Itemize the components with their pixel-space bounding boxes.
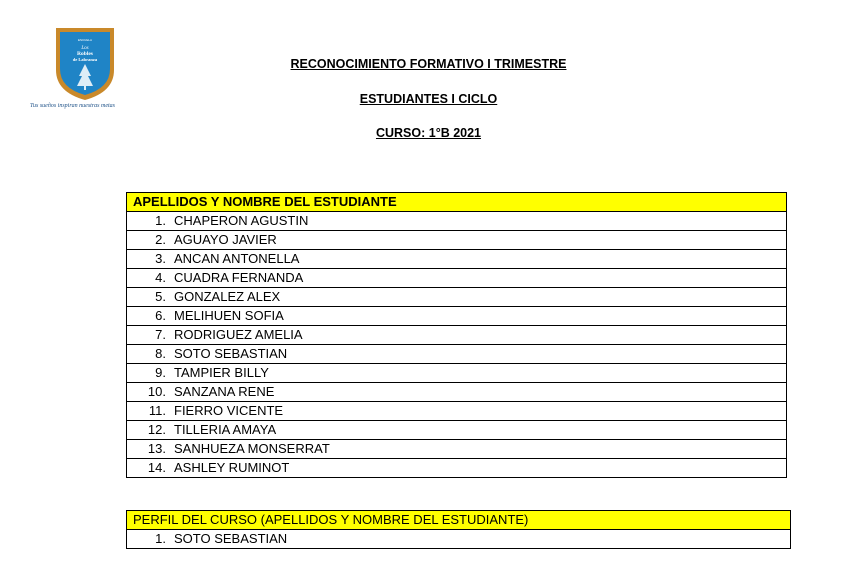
- table-cell: [127, 440, 787, 459]
- row-number: 3.: [155, 251, 166, 266]
- row-number: 7.: [155, 327, 166, 342]
- table-cell: [127, 326, 787, 345]
- table-row: [127, 307, 787, 326]
- logo-line-3: Robles: [77, 51, 93, 57]
- students-table-header: APELLIDOS Y NOMBRE DEL ESTUDIANTE: [127, 193, 787, 212]
- profile-table-header-row: [127, 511, 791, 530]
- student-name: SOTO SEBASTIAN: [174, 346, 288, 361]
- table-row: [127, 402, 787, 421]
- row-number: 8.: [155, 346, 166, 361]
- table-cell: [127, 364, 787, 383]
- table-cell: [127, 307, 787, 326]
- students-table-header-row: [127, 193, 787, 212]
- table-row: [127, 231, 787, 250]
- row-number: 10.: [147, 384, 166, 399]
- row-number: 14.: [147, 460, 166, 475]
- table-cell: [127, 459, 787, 478]
- table-row: [127, 459, 787, 478]
- table-row: [127, 326, 787, 345]
- student-name: CHAPERON AGUSTIN: [174, 213, 309, 228]
- row-number: 13.: [147, 441, 166, 456]
- student-name: MELIHUEN SOFIA: [174, 308, 284, 323]
- row-number: 4.: [155, 270, 166, 285]
- row-number: 12.: [147, 422, 166, 437]
- profile-table: [126, 510, 791, 549]
- profile-table-header: PERFIL DEL CURSO (APELLIDOS Y NOMBRE DEL ESTUDIANTE): [127, 511, 791, 530]
- row-number: 5.: [155, 289, 166, 304]
- student-name: SANHUEZA MONSERRAT: [174, 441, 330, 456]
- table-row: [127, 345, 787, 364]
- table-cell: [127, 421, 787, 440]
- document-title: RECONOCIMIENTO FORMATIVO I TRIMESTRE: [290, 57, 567, 71]
- student-name: SANZANA RENE: [174, 384, 275, 399]
- row-number: 11.: [148, 403, 166, 418]
- table-row: [127, 421, 787, 440]
- student-name: ANCAN ANTONELLA: [174, 251, 300, 266]
- student-name: RODRIGUEZ AMELIA: [174, 327, 303, 342]
- table-cell: [127, 212, 787, 231]
- student-name: AGUAYO JAVIER: [174, 232, 277, 247]
- table-cell: [127, 345, 787, 364]
- table-row: [127, 269, 787, 288]
- row-number: 1.: [155, 213, 166, 228]
- course-label: CURSO: 1°B 2021: [375, 126, 482, 140]
- student-name: GONZALEZ ALEX: [174, 289, 281, 304]
- row-number: 9.: [155, 365, 166, 380]
- row-number: 6.: [155, 308, 166, 323]
- table-cell: [127, 231, 787, 250]
- table-cell: [127, 269, 787, 288]
- logo-line-2: Los: [81, 46, 89, 51]
- table-row: [127, 288, 787, 307]
- student-name: TAMPIER BILLY: [174, 365, 269, 380]
- student-name: SOTO SEBASTIAN: [174, 531, 288, 546]
- table-row: [127, 530, 791, 549]
- row-number: 2.: [155, 232, 166, 247]
- students-table: [126, 192, 787, 478]
- table-row: [127, 250, 787, 269]
- row-number: 1.: [155, 531, 166, 546]
- table-cell: [127, 250, 787, 269]
- table-cell: [127, 402, 787, 421]
- table-row: [127, 383, 787, 402]
- table-cell: [127, 383, 787, 402]
- table-cell: [127, 530, 791, 549]
- school-motto: Tus sueños inspiran nuestras metas: [30, 103, 116, 109]
- logo-line-1: ESCUELA: [77, 38, 93, 42]
- student-name: ASHLEY RUMINOT: [174, 460, 290, 475]
- table-row: [127, 364, 787, 383]
- student-name: CUADRA FERNANDA: [174, 270, 304, 285]
- table-row: [127, 212, 787, 231]
- logo-line-4: de Labranza: [72, 57, 98, 62]
- document-subtitle: ESTUDIANTES I CICLO: [359, 92, 498, 106]
- student-name: FIERRO VICENTE: [174, 403, 284, 418]
- table-cell: [127, 288, 787, 307]
- table-row: [127, 440, 787, 459]
- student-name: TILLERIA AMAYA: [174, 422, 277, 437]
